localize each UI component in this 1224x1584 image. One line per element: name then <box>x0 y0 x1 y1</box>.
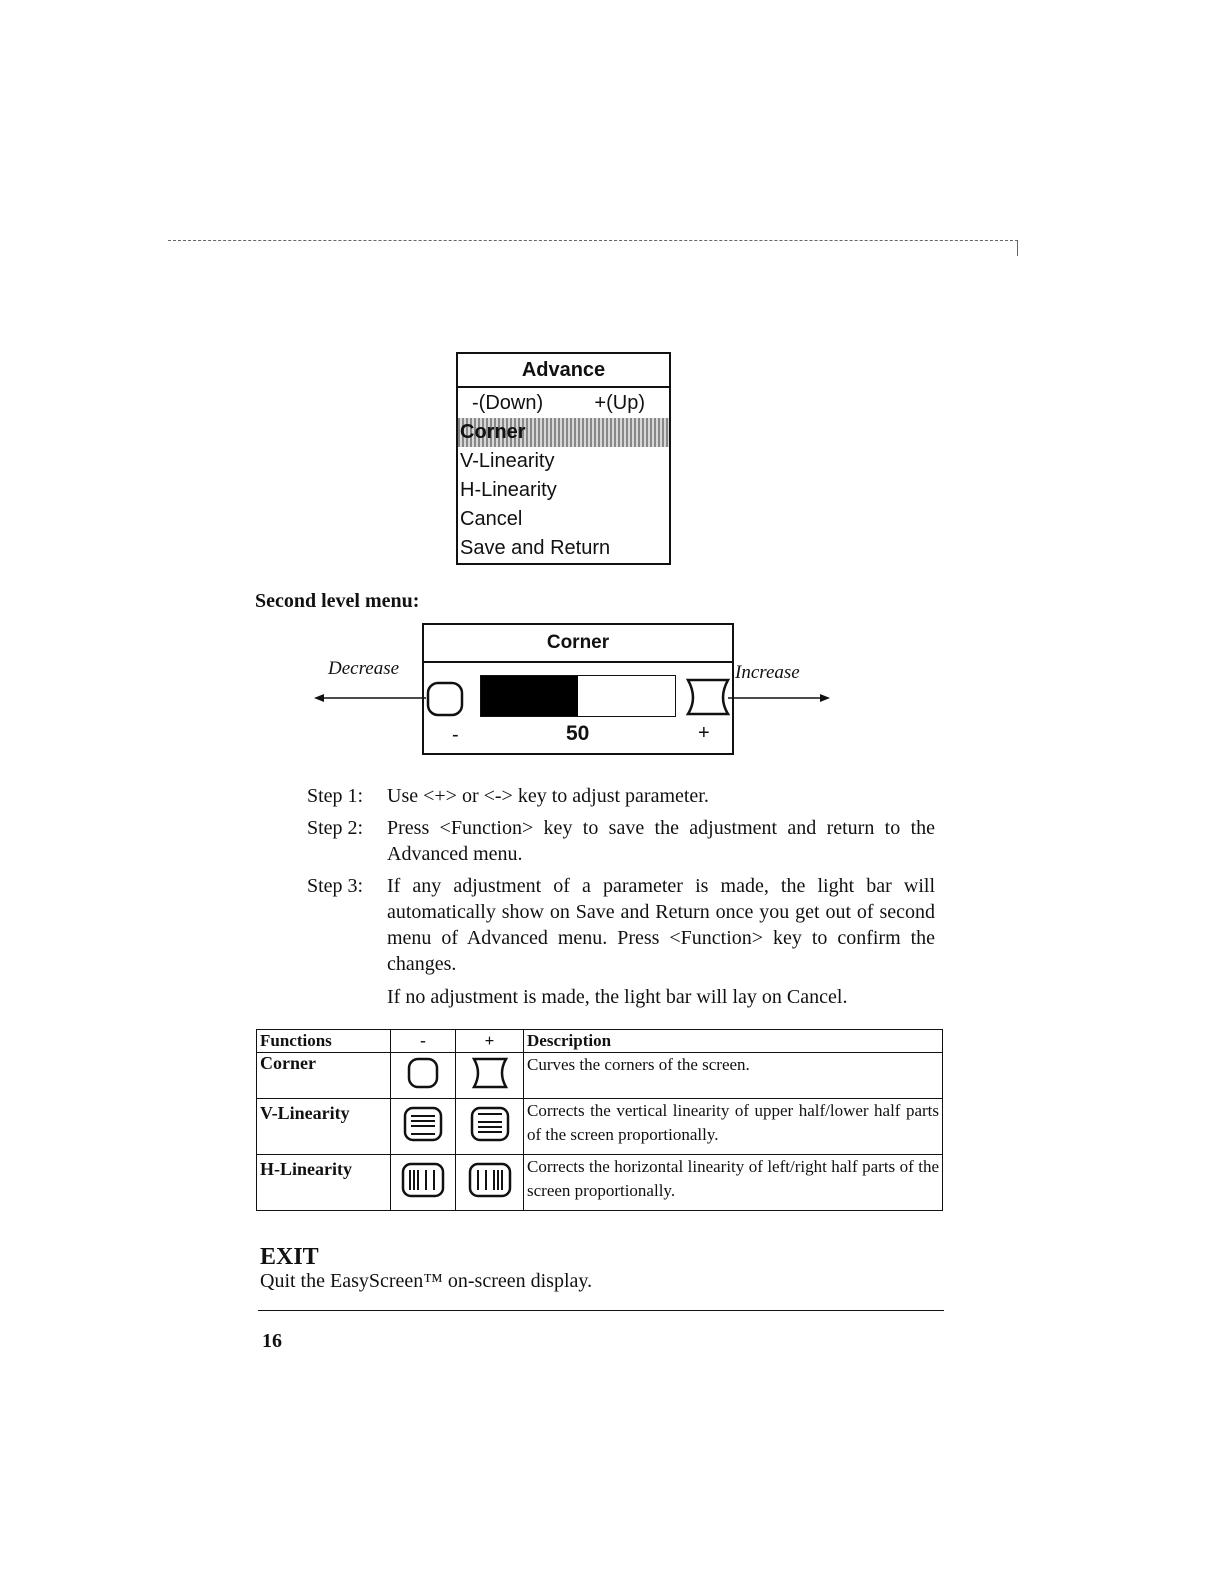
header-functions: Functions <box>257 1030 391 1053</box>
rounded-corner-icon <box>391 1053 456 1099</box>
h-linearity-right-icon <box>456 1155 524 1211</box>
row-description: Curves the corners of the screen. <box>524 1053 943 1099</box>
increase-label: Increase <box>735 662 800 683</box>
step-2-label: Step 2: <box>307 817 364 839</box>
header-description: Description <box>524 1030 943 1053</box>
bottom-rule <box>258 1310 944 1311</box>
exit-text: Quit the EasyScreen™ on-screen display. <box>260 1270 593 1292</box>
row-function: H-Linearity <box>257 1155 391 1211</box>
top-rule <box>168 240 1018 241</box>
step-1-text: Use <+> or <-> key to adjust parameter. <box>387 785 709 807</box>
v-linearity-down-icon <box>391 1099 456 1155</box>
row-description: Corrects the horizontal linearity of left/right half parts of the screen proportionally. <box>524 1155 943 1211</box>
second-level-heading: Second level menu: <box>255 590 420 612</box>
decrease-arrow-icon <box>314 694 426 702</box>
menu-item-v-linearity[interactable]: V-Linearity <box>460 450 555 472</box>
step-3-label: Step 3: <box>307 875 364 897</box>
nav-down-label: -(Down) <box>472 392 544 414</box>
function-table <box>256 1029 943 1211</box>
advance-menu-nav <box>458 388 669 418</box>
row-description: Corrects the vertical linearity of upper half/lower half parts of the screen proportionally. <box>524 1099 943 1155</box>
table-header-row <box>257 1030 943 1053</box>
menu-item-corner[interactable]: Corner <box>458 418 669 447</box>
h-linearity-left-icon <box>391 1155 456 1211</box>
step-note: If no adjustment is made, the light bar will lay on Cancel. <box>387 986 848 1008</box>
advance-menu-title: Advance <box>458 354 669 388</box>
header-plus: + <box>456 1030 524 1053</box>
pincushion-corner-icon <box>456 1053 524 1099</box>
step-2-text: Press <Function> key to save the adjustment and return to the Advanced menu. <box>387 817 935 865</box>
advance-menu <box>456 352 671 565</box>
row-function: V-Linearity <box>257 1099 391 1155</box>
slider-plus-label: + <box>698 722 710 744</box>
header-minus: - <box>391 1030 456 1053</box>
step-1-label: Step 1: <box>307 785 364 807</box>
top-rule-end <box>1017 240 1018 256</box>
decrease-label: Decrease <box>328 658 400 679</box>
arrow-diagram <box>310 668 840 724</box>
exit-title: EXIT <box>260 1244 319 1270</box>
menu-item-cancel[interactable]: Cancel <box>460 508 523 530</box>
slider-minus-label: - <box>452 724 459 746</box>
corner-concave-icon <box>428 683 462 715</box>
v-linearity-up-icon <box>456 1099 524 1155</box>
slider-value: 50 <box>566 722 590 745</box>
table-row <box>257 1099 943 1155</box>
table-row <box>257 1155 943 1211</box>
menu-item-save-and-return[interactable]: Save and Return <box>460 537 611 559</box>
step-3-text: If any adjustment of a parameter is made, the light bar will automatically show on Save and Return once you get out of second menu of Advanced menu. Press <Function> key to confirm the changes. <box>387 875 935 975</box>
row-function: Corner <box>257 1053 391 1099</box>
step-1 <box>307 783 935 809</box>
table-row <box>257 1053 943 1099</box>
step-2 <box>307 815 935 867</box>
step-3 <box>307 873 935 977</box>
corner-menu-title: Corner <box>424 625 732 663</box>
increase-arrow-icon <box>728 694 830 702</box>
page-number: 16 <box>262 1330 282 1352</box>
corner-convex-icon <box>688 680 728 714</box>
menu-item-h-linearity[interactable]: H-Linearity <box>460 479 557 501</box>
nav-up-label: +(Up) <box>594 392 645 414</box>
